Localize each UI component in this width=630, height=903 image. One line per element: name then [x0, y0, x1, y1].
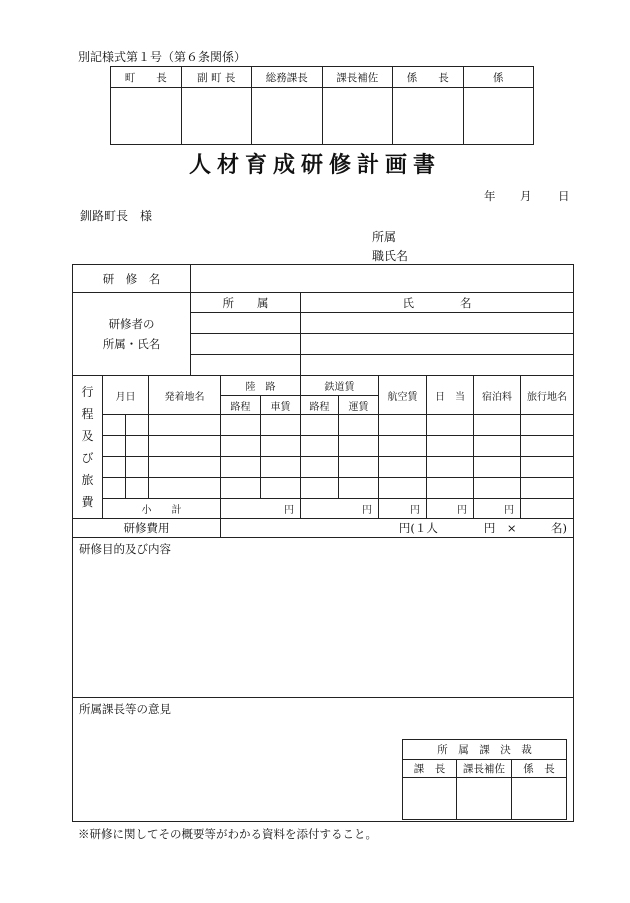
- form-number: 別記様式第１号（第６条関係）: [78, 50, 247, 64]
- rail-fare-cell[interactable]: [339, 415, 379, 436]
- subtotal-land[interactable]: [221, 499, 301, 519]
- approval-stamp-cell[interactable]: [457, 778, 512, 820]
- stamp-header-assistant-manager: 課長補佐: [322, 67, 393, 88]
- place-cell[interactable]: [149, 457, 221, 478]
- stamp-header-mayor: 町 長: [111, 67, 182, 88]
- land-fare-cell[interactable]: [261, 457, 301, 478]
- daily-cell[interactable]: [427, 415, 474, 436]
- day-cell[interactable]: [126, 415, 149, 436]
- approval-box: [402, 739, 567, 820]
- side-char: 行: [81, 385, 94, 399]
- side-char: び: [81, 451, 94, 465]
- training-name-label: 研 修 名: [73, 265, 191, 293]
- travel-side-label: [73, 376, 103, 519]
- date-month: 月: [520, 189, 532, 203]
- trainee-name-field[interactable]: [301, 313, 574, 334]
- daily-cell[interactable]: [427, 478, 474, 499]
- stamp-header-deputy-mayor: 副 町 長: [181, 67, 252, 88]
- yen-unit: 円: [284, 505, 294, 516]
- approval-stamp-cell[interactable]: [512, 778, 567, 820]
- opinion-label: 所属課長等の意見: [79, 702, 171, 716]
- lodging-cell[interactable]: [474, 415, 521, 436]
- day-cell[interactable]: [126, 457, 149, 478]
- date-day: 日: [558, 189, 570, 203]
- col-lodging: 宿泊料: [474, 376, 521, 415]
- air-cell[interactable]: [379, 415, 427, 436]
- place-cell[interactable]: [149, 415, 221, 436]
- trainees-col-affiliation: 所 属: [191, 293, 301, 313]
- place-cell[interactable]: [149, 478, 221, 499]
- approval-header-chief: 係 長: [512, 760, 567, 778]
- side-char: 旅: [81, 473, 94, 487]
- stamp-cell[interactable]: [252, 88, 323, 145]
- date-line: [484, 188, 570, 204]
- trainee-affiliation-field[interactable]: [191, 355, 301, 376]
- lodging-cell[interactable]: [474, 478, 521, 499]
- lodging-cell[interactable]: [474, 457, 521, 478]
- month-cell[interactable]: [103, 478, 126, 499]
- trainee-affiliation-field[interactable]: [191, 313, 301, 334]
- yen-unit: 円: [457, 505, 467, 516]
- stamp-cell[interactable]: [393, 88, 464, 145]
- applicant-name-label: 職氏名: [372, 249, 409, 263]
- page-title: 人材育成研修計画書: [188, 152, 441, 178]
- col-place: 発着地名: [149, 376, 221, 415]
- land-distance-cell[interactable]: [221, 415, 261, 436]
- trainee-name-field[interactable]: [301, 355, 574, 376]
- travel-row: [73, 457, 574, 478]
- air-cell[interactable]: [379, 457, 427, 478]
- lodging-cell[interactable]: [474, 436, 521, 457]
- trainee-name-field[interactable]: [301, 334, 574, 355]
- month-cell[interactable]: [103, 436, 126, 457]
- stamp-cell[interactable]: [181, 88, 252, 145]
- subtotal-daily[interactable]: [427, 499, 474, 519]
- training-name-field[interactable]: [191, 265, 574, 293]
- trainees-col-name: 氏 名: [301, 293, 574, 313]
- col-rail: 鉄道賃: [301, 376, 379, 396]
- rail-distance-cell[interactable]: [301, 478, 339, 499]
- land-distance-cell[interactable]: [221, 457, 261, 478]
- yen-unit: 円: [504, 505, 514, 516]
- daily-cell[interactable]: [427, 436, 474, 457]
- footnote: ※研修に関してその概要等がわかる資料を添付すること。: [78, 827, 377, 841]
- col-date: 月日: [103, 376, 149, 415]
- stamp-header-staff: 係: [463, 67, 534, 88]
- side-char: 程: [81, 407, 94, 421]
- rail-distance-cell[interactable]: [301, 436, 339, 457]
- stamp-cell[interactable]: [463, 88, 534, 145]
- destination-cell[interactable]: [521, 415, 574, 436]
- trainee-affiliation-field[interactable]: [191, 334, 301, 355]
- side-char: 及: [81, 429, 94, 443]
- rail-fare-cell[interactable]: [339, 457, 379, 478]
- month-cell[interactable]: [103, 457, 126, 478]
- stamp-cell[interactable]: [111, 88, 182, 145]
- trainees-label-line2: 所属・氏名: [102, 337, 161, 351]
- yen-unit: 円: [410, 505, 420, 516]
- applicant-affiliation-label: 所属: [372, 230, 397, 244]
- destination-cell[interactable]: [521, 478, 574, 499]
- land-fare-cell[interactable]: [261, 478, 301, 499]
- day-cell[interactable]: [126, 436, 149, 457]
- purpose-field[interactable]: [73, 538, 574, 698]
- training-cost-formula[interactable]: 円(１人 円 × 名): [221, 519, 574, 538]
- addressee: 釧路町長 様: [80, 209, 153, 223]
- land-distance-cell[interactable]: [221, 436, 261, 457]
- date-year: 年: [484, 189, 496, 203]
- training-cost-label: 研修費用: [73, 519, 221, 538]
- col-land-distance: 路程: [221, 396, 261, 415]
- subtotal-rail[interactable]: [301, 499, 379, 519]
- subtotal-label: 小 計: [103, 499, 221, 519]
- rail-fare-cell[interactable]: [339, 436, 379, 457]
- rail-distance-cell[interactable]: [301, 415, 339, 436]
- approval-header-assistant-manager: 課長補佐: [457, 760, 512, 778]
- side-char: 費: [81, 495, 94, 509]
- rail-fare-cell[interactable]: [339, 478, 379, 499]
- purpose-label: 研修目的及び内容: [79, 542, 171, 556]
- destination-cell[interactable]: [521, 457, 574, 478]
- air-cell[interactable]: [379, 436, 427, 457]
- travel-row: [73, 415, 574, 436]
- trainees-label: [73, 293, 191, 376]
- travel-row: [73, 436, 574, 457]
- col-land-fare: 車賃: [261, 396, 301, 415]
- col-rail-fare: 運賃: [339, 396, 379, 415]
- stamp-header-chief: 係 長: [393, 67, 464, 88]
- stamp-cell[interactable]: [322, 88, 393, 145]
- daily-cell[interactable]: [427, 457, 474, 478]
- place-cell[interactable]: [149, 436, 221, 457]
- rail-distance-cell[interactable]: [301, 457, 339, 478]
- subtotal-lodging[interactable]: [474, 499, 521, 519]
- travel-row: [73, 478, 574, 499]
- col-rail-distance: 路程: [301, 396, 339, 415]
- col-daily: 日 当: [427, 376, 474, 415]
- approval-header-manager: 課 長: [403, 760, 457, 778]
- approval-stamp-cell[interactable]: [403, 778, 457, 820]
- land-distance-cell[interactable]: [221, 478, 261, 499]
- air-cell[interactable]: [379, 478, 427, 499]
- col-air: 航空賃: [379, 376, 427, 415]
- stamp-header-general-affairs: 総務課長: [252, 67, 323, 88]
- col-destination: 旅行地名: [521, 376, 574, 415]
- col-land: 陸 路: [221, 376, 301, 396]
- yen-unit: 円: [362, 505, 372, 516]
- subtotal-air[interactable]: [379, 499, 427, 519]
- trainees-label-line1: 研修者の: [108, 317, 155, 331]
- subtotal-destination[interactable]: [521, 499, 574, 519]
- day-cell[interactable]: [126, 478, 149, 499]
- stamp-box: [110, 66, 534, 145]
- land-fare-cell[interactable]: [261, 436, 301, 457]
- destination-cell[interactable]: [521, 436, 574, 457]
- land-fare-cell[interactable]: [261, 415, 301, 436]
- month-cell[interactable]: [103, 415, 126, 436]
- approval-title: 所 属 課 決 裁: [403, 740, 567, 760]
